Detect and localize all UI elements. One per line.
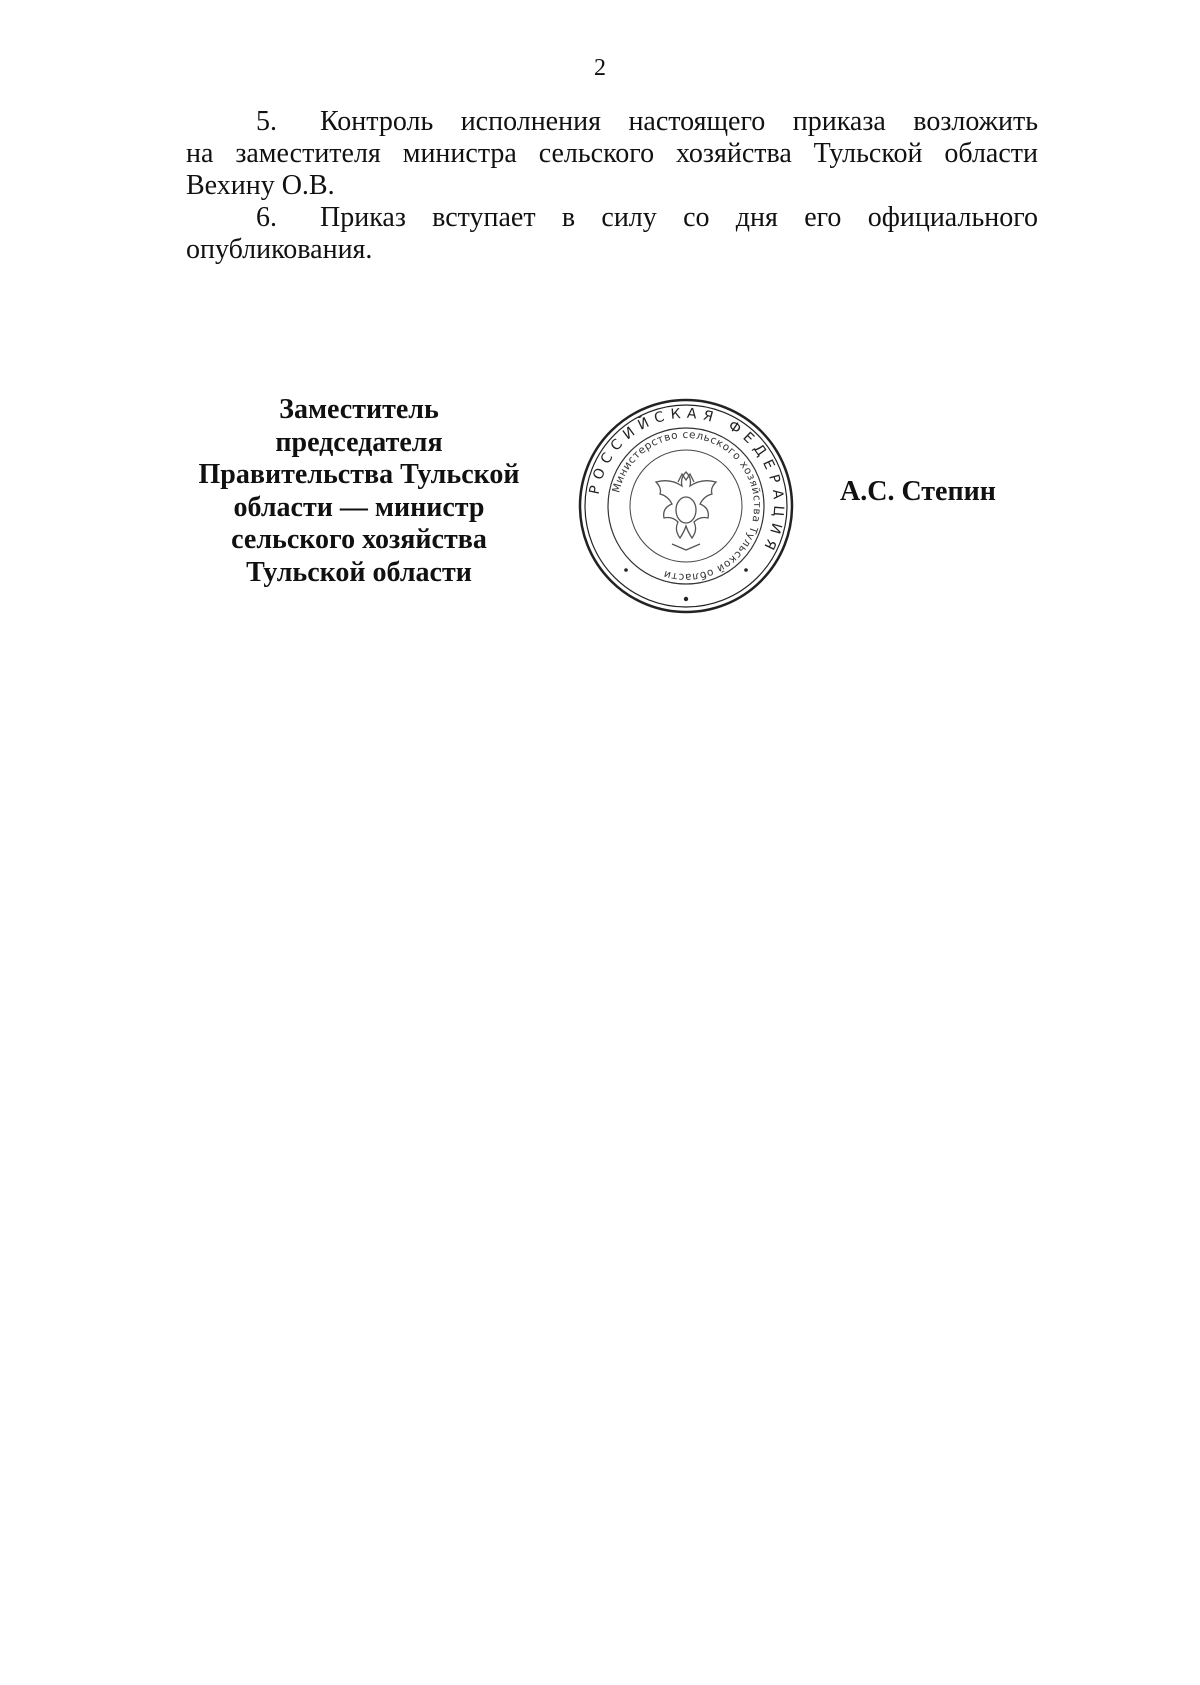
order-text bbox=[186, 106, 1038, 266]
page-number: 2 bbox=[594, 55, 606, 81]
signer-name: А.С. Степин bbox=[840, 476, 996, 507]
paragraph-line: опубликования. bbox=[186, 234, 373, 265]
paragraph-line: 6. Приказ вступает в силу со дня его официального bbox=[256, 202, 1038, 233]
svg-text:Министерство сельского хозяйст bbox=[610, 429, 763, 583]
seal-outer-text: РОССИЙСКАЯ ФЕДЕРАЦИЯ bbox=[586, 405, 787, 558]
paragraph-line: Вехину О.В. bbox=[186, 170, 335, 201]
seal-icon bbox=[574, 394, 798, 618]
official-seal bbox=[574, 394, 798, 618]
position-line: сельского хозяйства bbox=[231, 524, 487, 555]
position-line: Правительства Тульской bbox=[198, 459, 520, 490]
paragraph-line: 5. Контроль исполнения настоящего приказа возложить bbox=[256, 106, 1038, 137]
double-headed-eagle-icon bbox=[656, 472, 716, 550]
paragraph-number: 6. bbox=[256, 202, 277, 233]
paragraph-6 bbox=[186, 202, 1038, 266]
position-line: председателя bbox=[275, 426, 443, 458]
paragraph-number: 5. bbox=[256, 106, 277, 137]
paragraph-line: на заместителя министра сельского хозяйства Тульской области bbox=[186, 138, 1038, 169]
signatory-position bbox=[186, 394, 532, 589]
position-line: Тульской области bbox=[246, 556, 472, 588]
position-line: области — министр bbox=[233, 491, 485, 523]
seal-inner-text: Министерство сельского хозяйства Тульской области bbox=[610, 428, 764, 584]
paragraph-5 bbox=[186, 106, 1038, 202]
position-line: Заместитель bbox=[279, 394, 439, 425]
